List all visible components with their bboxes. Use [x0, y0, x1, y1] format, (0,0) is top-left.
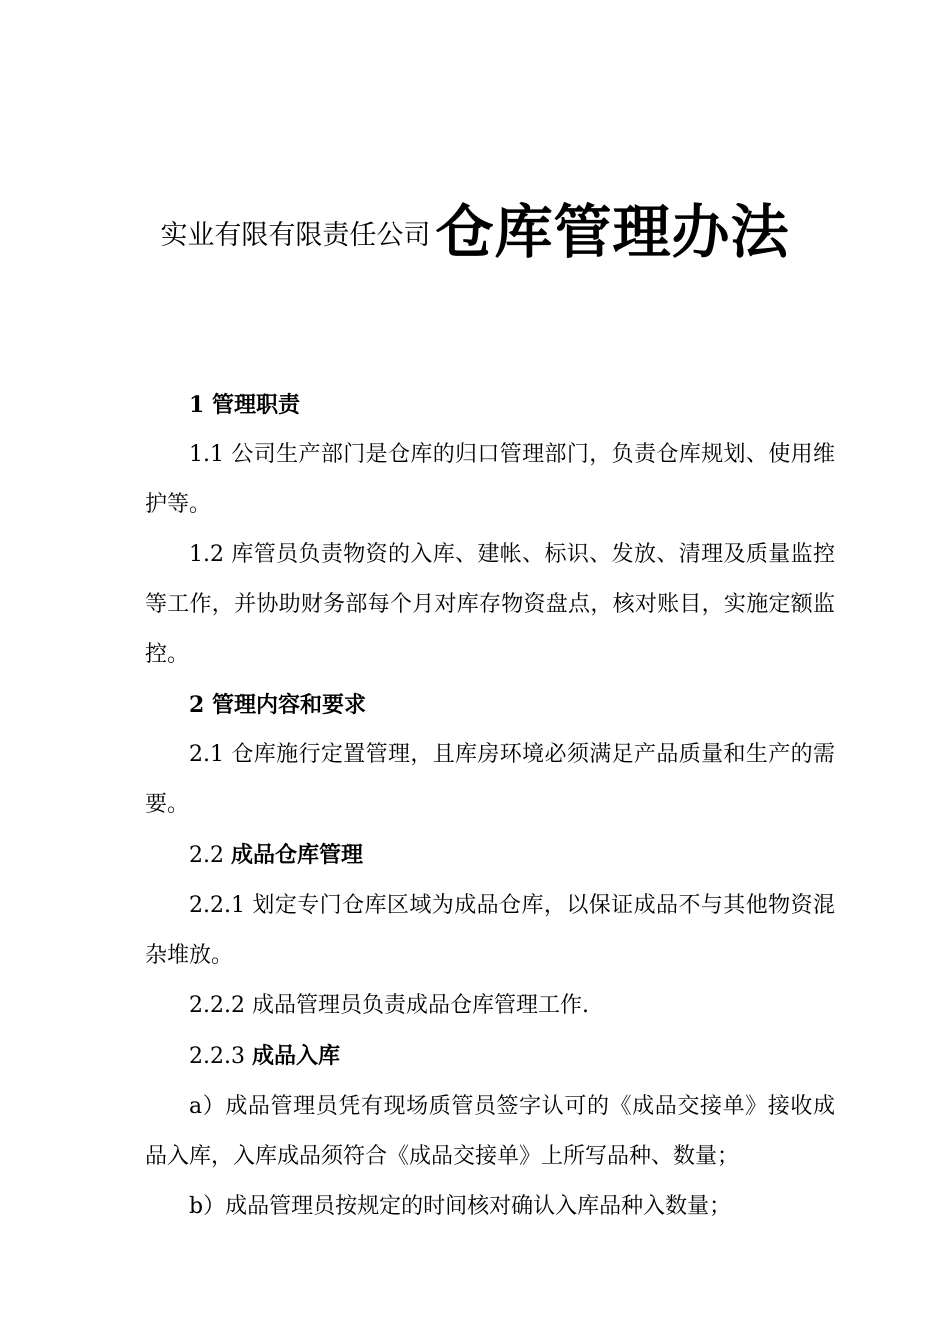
paragraph-1-2: 1.2 库管员负责物资的入库、建帐、标识、发放、清理及质量监控等工作，并协助财务部每个月对库存物资盘点，核对账目，实施定额监控。: [145, 542, 835, 667]
list-item-a: a）成品管理员凭有现场质管员签字认可的《成品交接单》接收成品入库，入库成品须符合《成品交接单》上所写品种、数量；: [145, 1094, 835, 1169]
paragraph-2-2-1: 2.2.1 划定专门仓库区域为成品仓库，以保证成品不与其他物资混杂堆放。: [145, 893, 835, 968]
paragraph-2-2-2: 2.2.2 成品管理员负责成品仓库管理工作.: [189, 993, 589, 1018]
subsection-number: 2.2: [189, 843, 231, 868]
paragraph-1-1: 1.1 公司生产部门是仓库的归口管理部门，负责仓库规划、使用维护等。: [145, 442, 835, 517]
list-item-b: b）成品管理员按规定的时间核对确认入库品种入数量；: [189, 1194, 732, 1219]
document-title: [0, 185, 950, 269]
subsection-heading-2-2: [145, 830, 835, 881]
company-name: 实业有限有限责任公司: [160, 220, 431, 251]
paragraph-2-1: 2.1 仓库施行定置管理，且库房环境必须满足产品质量和生产的需要。: [145, 742, 835, 817]
subsection-heading-2-2-3: [145, 1031, 835, 1082]
document-main-title: 仓库管理办法: [435, 198, 790, 266]
section-heading-1: 1 管理职责: [189, 392, 300, 418]
document-body: [145, 380, 835, 1232]
subsection-title: 成品仓库管理: [230, 842, 363, 868]
subsection-number: 2.2.3: [189, 1044, 252, 1069]
subsection-title: 成品入库: [251, 1043, 340, 1069]
section-heading-2: 2 管理内容和要求: [189, 692, 366, 718]
